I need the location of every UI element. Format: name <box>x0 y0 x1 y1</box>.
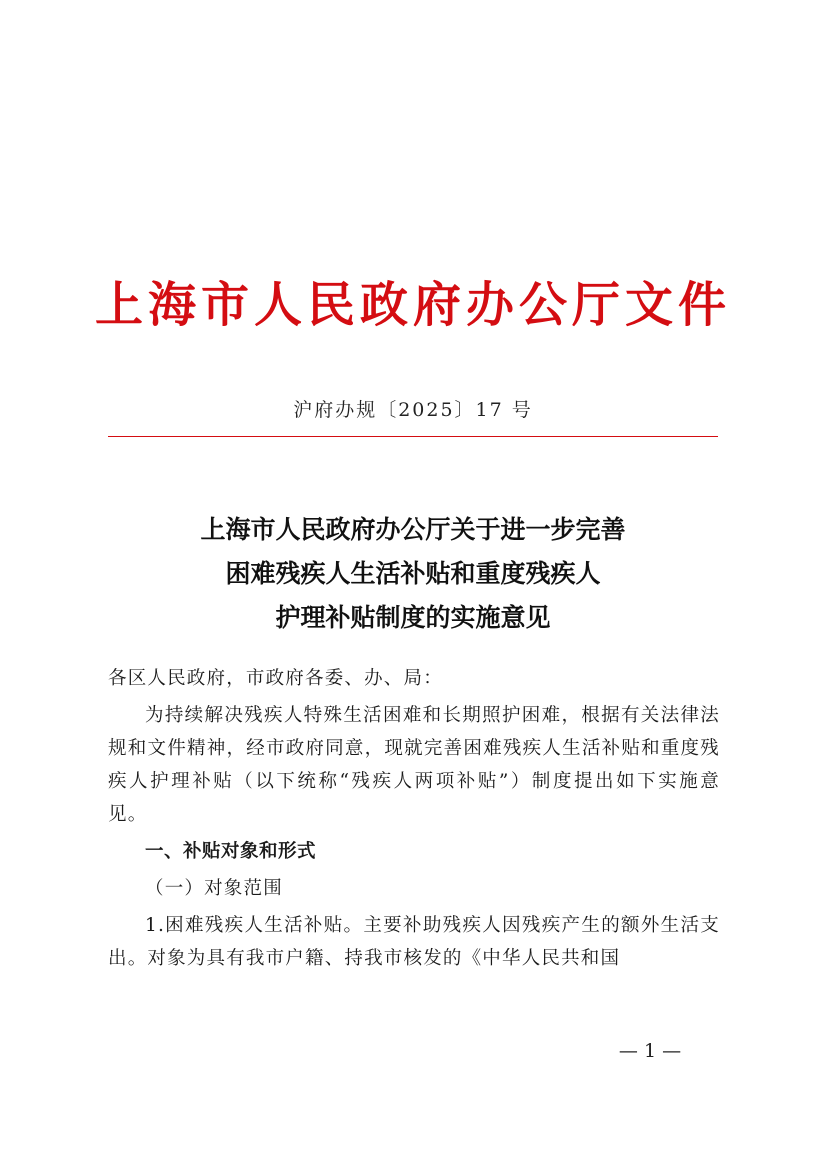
section-heading-1: 一、补贴对象和形式 <box>145 841 317 862</box>
document-header-title: 上海市人民政府办公厅文件 <box>94 277 731 333</box>
title-line-3: 护理补贴制度的实施意见 <box>275 603 551 632</box>
document-number: 沪府办规〔2025〕17 号 <box>293 399 533 421</box>
document-title <box>108 508 718 640</box>
title-line-1: 上海市人民政府办公厅关于进一步完善 <box>200 515 626 544</box>
title-line-2: 困难残疾人生活补贴和重度残疾人 <box>225 559 601 588</box>
item-paragraph-1: 1.困难残疾人生活补贴。主要补助残疾人因残疾产生的额外生活支出。对象为具有我市户籍、持我市核发的《中华人民共和国 <box>108 915 720 969</box>
salutation: 各区人民政府，市政府各委、办、局： <box>108 668 443 689</box>
document-body <box>108 662 720 975</box>
subsection-heading-1: （一）对象范围 <box>145 878 283 899</box>
red-divider-line <box>108 436 718 437</box>
page-number: — 1 — <box>618 1040 682 1062</box>
intro-paragraph: 为持续解决残疾人特殊生活困难和长期照护困难，根据有关法律法规和文件精神，经市政府同意，现就完善困难残疾人生活补贴和重度残疾人护理补贴（以下统称“残疾人两项补贴”）制度提出如下实施意见。 <box>108 705 720 825</box>
